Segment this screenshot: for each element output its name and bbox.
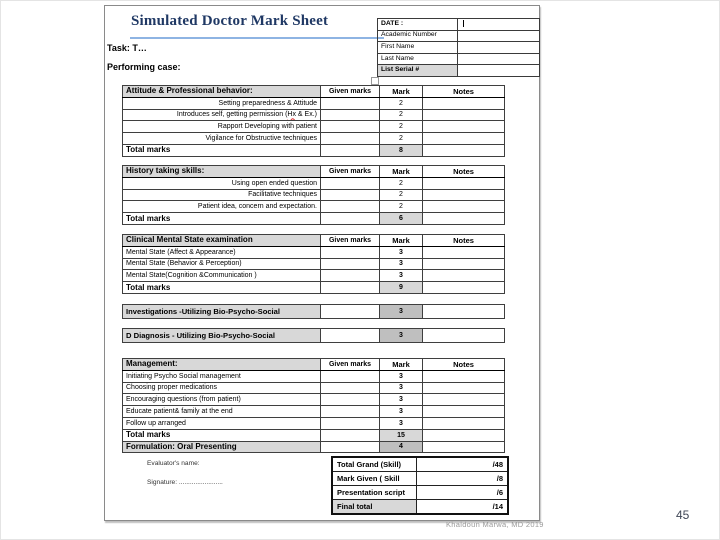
date-label: DATE : (378, 19, 458, 31)
given-marks-cell (321, 258, 380, 270)
given-marks-cell (321, 441, 380, 453)
mark-header: Mark (380, 86, 423, 98)
given-marks-cell (321, 109, 380, 121)
investigations-label: Investigations -Utilizing Bio-Psycho-Social (123, 305, 321, 319)
table-row (123, 370, 505, 382)
mark-value: 2 (380, 133, 423, 145)
history-header-row (123, 166, 505, 178)
total-row (123, 144, 505, 156)
given-marks-header: Given marks (321, 359, 380, 371)
diagnosis-label: D Diagnosis - Utilizing Bio-Psycho-Social (123, 329, 321, 343)
totals-value: /6 (416, 486, 508, 500)
total-label: Total marks (123, 144, 321, 156)
item-label: Encouraging questions (from patient) (123, 394, 321, 406)
totals-row (332, 457, 508, 472)
student-info-table (377, 18, 540, 77)
info-row-date (378, 19, 540, 31)
totals-row (332, 500, 508, 515)
table-resize-handle (371, 77, 379, 85)
notes-header: Notes (423, 86, 505, 98)
mental-state-table (122, 234, 505, 294)
given-marks-cell (321, 270, 380, 282)
given-marks-cell (321, 406, 380, 418)
given-marks-cell (321, 246, 380, 258)
info-row-first-name (378, 42, 540, 54)
mark-value: 3 (380, 370, 423, 382)
mark-value: 2 (380, 177, 423, 189)
attitude-header-row (123, 86, 505, 98)
evaluator-block (147, 460, 223, 486)
mark-value: 2 (380, 201, 423, 213)
notes-cell (423, 201, 505, 213)
item-label: Setting preparedness & Attitude (123, 97, 321, 109)
given-marks-cell (321, 382, 380, 394)
notes-header: Notes (423, 166, 505, 178)
date-input-cell[interactable] (458, 19, 540, 31)
first-name-label: First Name (378, 42, 458, 54)
given-marks-cell (321, 189, 380, 201)
item-label: Patient idea, concern and expectation. (123, 201, 321, 213)
diagnosis-row (123, 329, 505, 343)
history-table (122, 165, 505, 225)
last-name-label: Last Name (378, 53, 458, 65)
mark-value: 3 (380, 329, 423, 343)
total-label: Total marks (123, 282, 321, 294)
table-row (123, 189, 505, 201)
given-marks-cell (321, 282, 380, 294)
total-label: Total marks (123, 213, 321, 225)
info-row-list-serial (378, 65, 540, 77)
attitude-section-title: Attitude & Professional behavior: (123, 86, 321, 98)
item-label: Choosing proper medications (123, 382, 321, 394)
notes-cell (423, 329, 505, 343)
notes-cell (423, 270, 505, 282)
notes-cell (423, 305, 505, 319)
mental-header-row (123, 235, 505, 247)
page-title: Simulated Doctor Mark Sheet (131, 13, 329, 29)
title-underline (130, 37, 384, 39)
totals-value: /48 (416, 457, 508, 472)
given-marks-cell (321, 97, 380, 109)
item-label: Educate patient& family at the end (123, 406, 321, 418)
notes-cell (423, 189, 505, 201)
notes-cell (423, 394, 505, 406)
academic-number-label: Academic Number (378, 30, 458, 42)
investigations-table (122, 304, 505, 319)
totals-label: Final total (332, 500, 416, 515)
mark-value: 2 (380, 189, 423, 201)
totals-row (332, 486, 508, 500)
notes-cell (423, 382, 505, 394)
mark-sheet-page (104, 5, 540, 521)
totals-row (332, 472, 508, 486)
item-label: Follow up arranged (123, 417, 321, 429)
total-mark-value: 8 (380, 144, 423, 156)
total-row (123, 213, 505, 225)
table-row (123, 121, 505, 133)
given-marks-cell (321, 133, 380, 145)
mark-value: 3 (380, 270, 423, 282)
academic-number-cell (458, 30, 540, 42)
total-mark-value: 15 (380, 429, 423, 441)
item-label: Mental State (Behavior & Perception) (123, 258, 321, 270)
totals-label: Presentation script (332, 486, 416, 500)
management-header-row (123, 359, 505, 371)
given-marks-header: Given marks (321, 166, 380, 178)
given-marks-cell (321, 329, 380, 343)
totals-label: Total Grand (Skill) (332, 457, 416, 472)
totals-value: /8 (416, 472, 508, 486)
table-row (123, 382, 505, 394)
mark-value: 2 (380, 97, 423, 109)
management-section-title: Management: (123, 359, 321, 371)
info-row-academic-number (378, 30, 540, 42)
mark-header: Mark (380, 359, 423, 371)
table-row (123, 417, 505, 429)
last-name-cell (458, 53, 540, 65)
given-marks-cell (321, 429, 380, 441)
mark-value: 3 (380, 305, 423, 319)
notes-header: Notes (423, 359, 505, 371)
mark-value: 2 (380, 109, 423, 121)
mark-value: 2 (380, 121, 423, 133)
notes-cell (423, 417, 505, 429)
signature-label: Signature: ........................ (147, 479, 223, 486)
item-label: Using open ended question (123, 177, 321, 189)
item-label: Vigilance for Obstructive techniques (123, 133, 321, 145)
mark-value: 3 (380, 417, 423, 429)
totals-label: Mark Given ( Skill (332, 472, 416, 486)
mental-section-title: Clinical Mental State examination (123, 235, 321, 247)
diagnosis-table (122, 328, 505, 343)
given-marks-header: Given marks (321, 235, 380, 247)
performing-case-label: Performing case: (107, 62, 181, 72)
total-row (123, 282, 505, 294)
slide-page-number: 45 (676, 508, 690, 522)
given-marks-cell (321, 144, 380, 156)
label-text: & Ex.) (295, 111, 317, 119)
notes-cell (423, 121, 505, 133)
table-row (123, 406, 505, 418)
text-cursor-icon (463, 20, 464, 27)
item-label: Rapport Developing with patient (123, 121, 321, 133)
table-row (123, 270, 505, 282)
formulation-label: Formulation: Oral Presenting (123, 441, 321, 453)
notes-cell (423, 246, 505, 258)
table-row (123, 258, 505, 270)
mark-value: 3 (380, 246, 423, 258)
notes-cell (423, 370, 505, 382)
table-row (123, 201, 505, 213)
total-label: Total marks (123, 429, 321, 441)
list-serial-label: List Serial # (378, 65, 458, 77)
given-marks-cell (321, 394, 380, 406)
notes-cell (423, 144, 505, 156)
total-row (123, 429, 505, 441)
mark-header: Mark (380, 235, 423, 247)
mark-value: 3 (380, 394, 423, 406)
notes-cell (423, 282, 505, 294)
total-mark-value: 9 (380, 282, 423, 294)
table-row (123, 97, 505, 109)
given-marks-cell (321, 201, 380, 213)
mark-value: 3 (380, 406, 423, 418)
notes-cell (423, 213, 505, 225)
history-section-title: History taking skills: (123, 166, 321, 178)
table-row (123, 109, 505, 121)
total-mark-value: 6 (380, 213, 423, 225)
formulation-mark-value: 4 (380, 441, 423, 453)
totals-value: /14 (416, 500, 508, 515)
notes-cell (423, 406, 505, 418)
footer-credit: Khaldoun Marwa, MD 2019 (446, 520, 544, 529)
list-serial-cell (458, 65, 540, 77)
label-text: Introduces self, getting permission ( (176, 111, 288, 119)
notes-cell (423, 97, 505, 109)
notes-header: Notes (423, 235, 505, 247)
given-marks-cell (321, 121, 380, 133)
grand-totals-table (331, 456, 509, 515)
item-label: Mental State (Affect & Appearance) (123, 246, 321, 258)
given-marks-header: Given marks (321, 86, 380, 98)
given-marks-cell (321, 370, 380, 382)
formulation-row (123, 441, 505, 453)
notes-cell (423, 109, 505, 121)
given-marks-cell (321, 213, 380, 225)
table-row (123, 133, 505, 145)
info-row-last-name (378, 53, 540, 65)
table-row (123, 394, 505, 406)
item-label: Mental State(Cognition &Communication ) (123, 270, 321, 282)
notes-cell (423, 133, 505, 145)
given-marks-cell (321, 305, 380, 319)
item-label: Facilitative techniques (123, 189, 321, 201)
misspelled-word: Hx (287, 111, 296, 119)
table-row (123, 177, 505, 189)
attitude-table (122, 85, 505, 157)
mark-value: 3 (380, 258, 423, 270)
notes-cell (423, 429, 505, 441)
table-row (123, 246, 505, 258)
item-label: Initiating Psycho Social management (123, 370, 321, 382)
notes-cell (423, 441, 505, 453)
notes-cell (423, 258, 505, 270)
task-label: Task: T… (107, 43, 147, 53)
management-table (122, 358, 505, 453)
item-label (123, 109, 321, 121)
mark-value: 3 (380, 382, 423, 394)
evaluator-name-label: Evaluator's name: (147, 460, 200, 467)
given-marks-cell (321, 177, 380, 189)
notes-cell (423, 177, 505, 189)
given-marks-cell (321, 417, 380, 429)
first-name-cell (458, 42, 540, 54)
mark-header: Mark (380, 166, 423, 178)
investigations-row (123, 305, 505, 319)
